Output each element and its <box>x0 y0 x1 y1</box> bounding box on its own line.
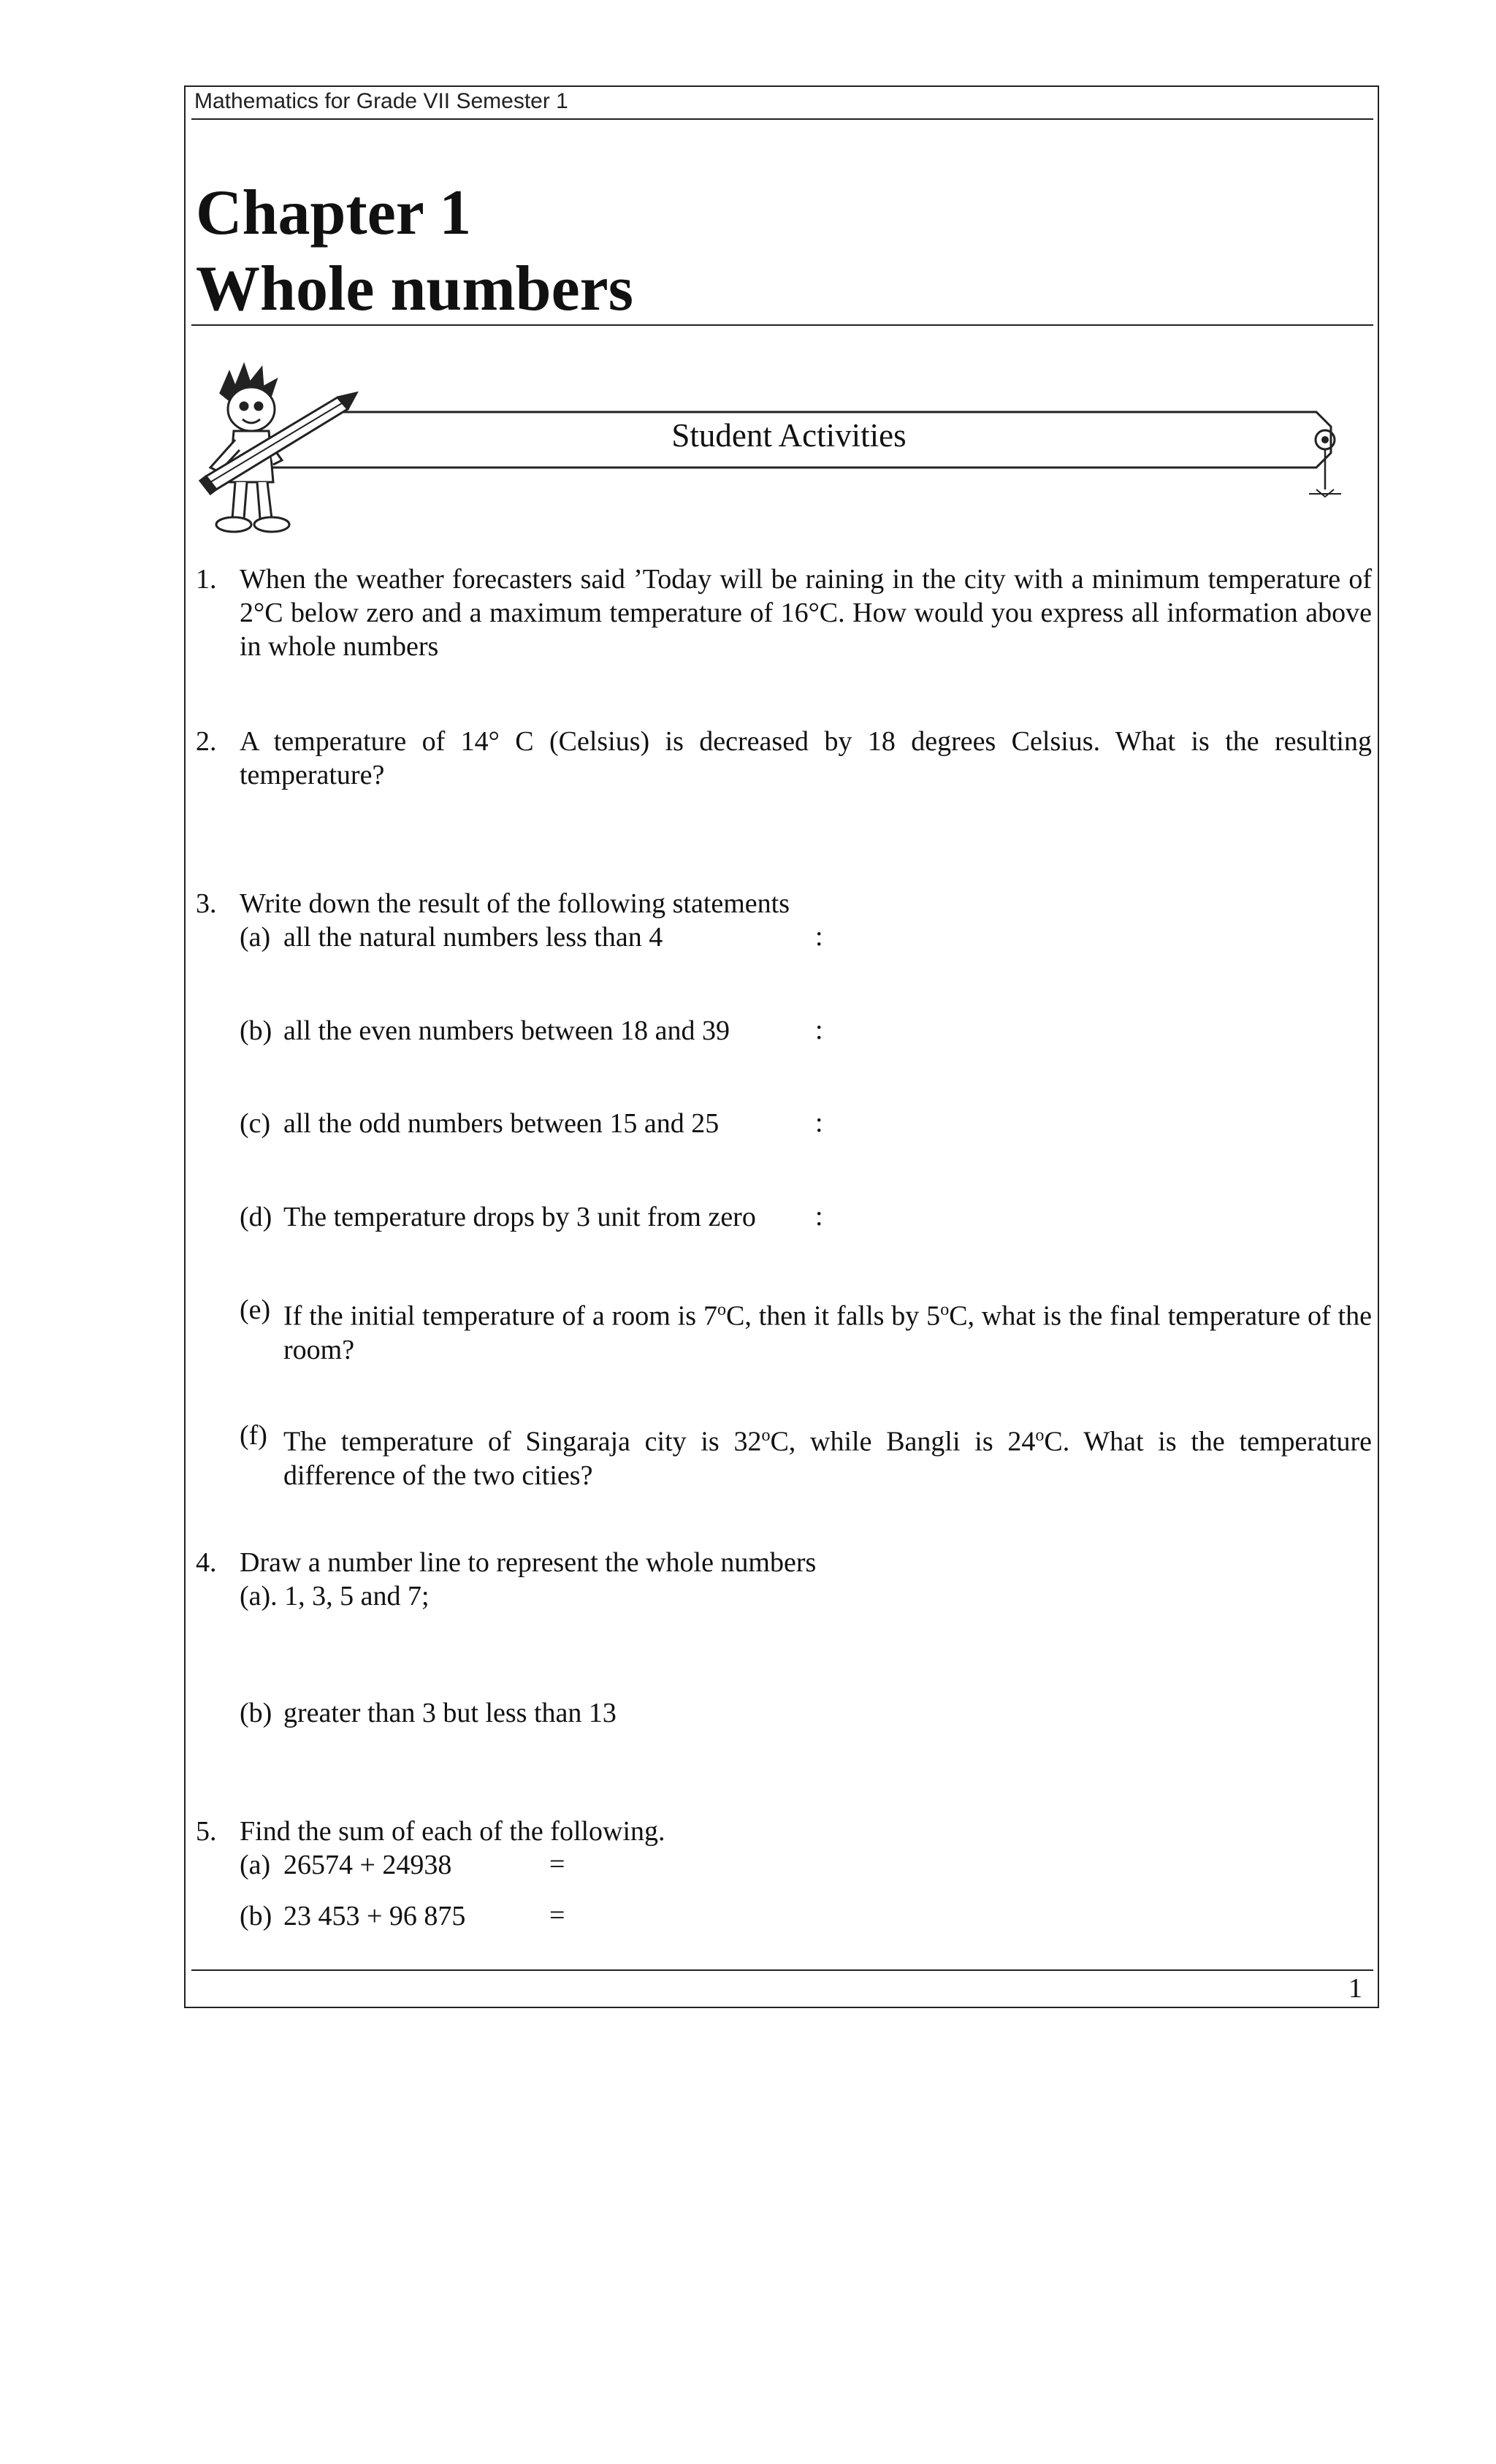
chapter-title <box>196 175 633 327</box>
q3d-label: (d) <box>240 1202 272 1232</box>
q3e-label: (e) <box>240 1294 271 1325</box>
q3a <box>240 920 663 954</box>
q3d <box>240 1200 756 1234</box>
q3b <box>240 1014 730 1048</box>
boy-with-pencil-icon <box>200 365 356 532</box>
q4b-label: (b) <box>240 1698 272 1728</box>
q5a-equals: = <box>549 1849 565 1880</box>
q2-number: 2. <box>196 726 217 757</box>
banner-title: Student Activities <box>671 417 907 454</box>
q3d-colon: : <box>815 1201 823 1232</box>
q3e-text: If the initial temperature of a room is 7$^o$C, then it falls by 5$^o$C, what is the final temperature of the room? <box>283 1300 1372 1365</box>
q3-text: Write down the result of the following statements <box>240 888 790 919</box>
q3c-text: all the odd numbers between 15 and 25 <box>283 1108 720 1139</box>
q4b-text: greater than 3 but less than 13 <box>283 1698 617 1728</box>
q5b-label: (b) <box>240 1901 272 1931</box>
q3b-label: (b) <box>240 1015 272 1046</box>
q3c-label: (c) <box>240 1108 271 1139</box>
q3a-text: all the natural numbers less than 4 <box>283 922 663 953</box>
footer-rule <box>191 1969 1373 1971</box>
q5-text: Find the sum of each of the following. <box>240 1816 665 1847</box>
q5a-expr: 26574 + 24938 <box>283 1850 452 1880</box>
q5-number: 5. <box>196 1816 217 1847</box>
q4-number: 4. <box>196 1547 217 1578</box>
q3c <box>240 1107 719 1140</box>
q3a-colon: : <box>815 921 823 952</box>
q5b <box>240 1899 465 1933</box>
q3c-colon: : <box>815 1107 823 1138</box>
header-rule <box>191 118 1373 120</box>
q5b-equals: = <box>549 1900 565 1931</box>
chapter-rule <box>191 324 1373 326</box>
q3d-text: The temperature drops by 3 unit from zero <box>283 1202 756 1232</box>
q3f-text: The temperature of Singaraja city is 32$^o$C, while Bangli is 24$^o$C. What is the temperature difference of the two cities? <box>283 1426 1372 1491</box>
page-number: 1 <box>1348 1973 1362 2004</box>
q4b <box>240 1696 617 1730</box>
chapter-name: Whole numbers <box>196 253 633 324</box>
q1-number: 1. <box>196 564 217 595</box>
q2-text: A temperature of 14° C (Celsius) is decreased by 18 degrees Celsius. What is the resulting temperature? <box>240 726 1372 790</box>
chapter-number: Chapter 1 <box>196 178 472 248</box>
running-header: Mathematics for Grade VII Semester 1 <box>194 89 568 113</box>
q4a: (a). 1, 3, 5 and 7; <box>240 1581 430 1611</box>
q5a <box>240 1848 451 1882</box>
q1-text: When the weather forecasters said ’Today will be raining in the city with a minimum temperature of 2°C below zero and a maximum temperature of 16°C. How would you express all information above in whole numbers <box>240 564 1372 662</box>
q3-number: 3. <box>196 888 217 919</box>
q3b-text: all the even numbers between 18 and 39 <box>283 1015 730 1046</box>
q3a-label: (a) <box>240 922 271 953</box>
q3b-colon: : <box>815 1015 823 1045</box>
q3f-label: (f) <box>240 1420 267 1451</box>
pin-icon <box>1309 430 1341 497</box>
q4-text: Draw a number line to represent the whole numbers <box>240 1547 817 1578</box>
q5a-label: (a) <box>240 1850 271 1880</box>
q5b-expr: 23 453 + 96 875 <box>283 1901 466 1931</box>
